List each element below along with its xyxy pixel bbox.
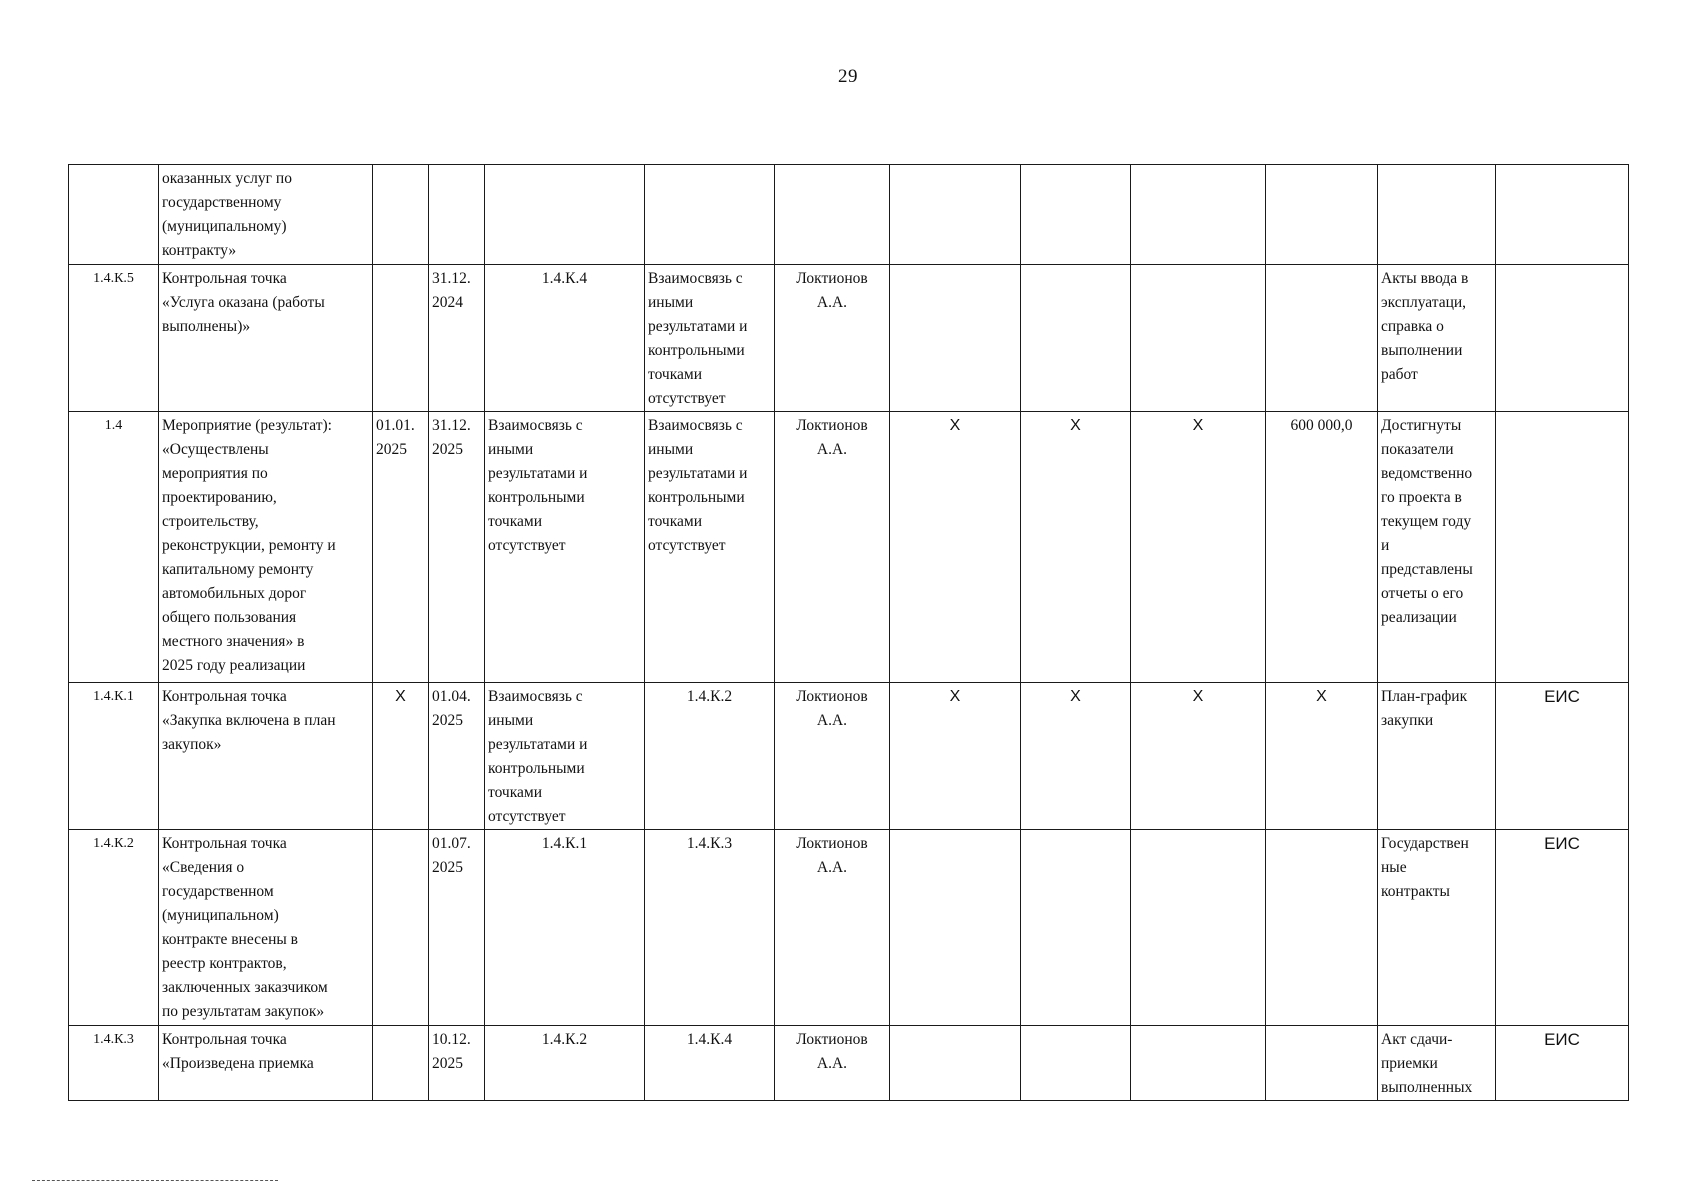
row-responsible: Локтионов А.А. (775, 1026, 890, 1101)
row-successor: Взаимосвязь с иными результатами и контрольными точками отсутствует (645, 412, 775, 683)
table-row (69, 265, 1629, 412)
row-value-1 (890, 830, 1021, 1026)
row-system (1496, 265, 1629, 412)
row-responsible: Локтионов А.А. (775, 683, 890, 830)
table-row (69, 830, 1629, 1026)
row-code: 1.4.К.2 (69, 830, 159, 1026)
row-code: 1.4 (69, 412, 159, 683)
row-end-date: 31.12. 2024 (429, 265, 485, 412)
row-value-3: Х (1131, 412, 1266, 683)
row-document: Акт сдачи- приемки выполненных (1378, 1026, 1496, 1101)
row-successor: 1.4.К.2 (645, 683, 775, 830)
row-end-date: 31.12. 2025 (429, 412, 485, 683)
row-value-4 (1266, 830, 1378, 1026)
row-name: Контрольная точка «Произведена приемка (159, 1026, 373, 1101)
row-start-date (373, 830, 429, 1026)
row-predecessor (485, 165, 645, 265)
row-end-date: 01.07. 2025 (429, 830, 485, 1026)
row-system: ЕИС (1496, 683, 1629, 830)
row-document: Достигнуты показатели ведомственно го проекта в текущем году и представлены отчеты о его реализации (1378, 412, 1496, 683)
row-document: План-график закупки (1378, 683, 1496, 830)
row-system: ЕИС (1496, 830, 1629, 1026)
row-end-date: 10.12. 2025 (429, 1026, 485, 1101)
row-value-2 (1021, 165, 1131, 265)
row-system (1496, 165, 1629, 265)
row-system (1496, 412, 1629, 683)
row-value-3 (1131, 265, 1266, 412)
row-name: оказанных услуг по государственному (муниципальному) контракту» (159, 165, 373, 265)
row-start-date (373, 165, 429, 265)
row-code: 1.4.К.1 (69, 683, 159, 830)
row-responsible: Локтионов А.А. (775, 265, 890, 412)
row-value-3 (1131, 1026, 1266, 1101)
row-document: Акты ввода в эксплуатаци, справка о выполнении работ (1378, 265, 1496, 412)
control-points-table (68, 164, 1629, 1101)
row-value-2 (1021, 830, 1131, 1026)
row-document (1378, 165, 1496, 265)
row-value-2 (1021, 1026, 1131, 1101)
row-value-1 (890, 165, 1021, 265)
row-predecessor: 1.4.К.1 (485, 830, 645, 1026)
row-document: Государствен ные контракты (1378, 830, 1496, 1026)
row-successor: Взаимосвязь с иными результатами и контрольными точками отсутствует (645, 265, 775, 412)
row-end-date: 01.04. 2025 (429, 683, 485, 830)
row-value-1: Х (890, 412, 1021, 683)
table-row (69, 165, 1629, 265)
row-predecessor: Взаимосвязь с иными результатами и контрольными точками отсутствует (485, 412, 645, 683)
row-value-4 (1266, 1026, 1378, 1101)
row-successor: 1.4.К.4 (645, 1026, 775, 1101)
footer-divider (32, 1180, 278, 1181)
row-value-4 (1266, 165, 1378, 265)
row-predecessor: Взаимосвязь с иными результатами и контрольными точками отсутствует (485, 683, 645, 830)
row-name: Контрольная точка «Закупка включена в план закупок» (159, 683, 373, 830)
row-value-2: Х (1021, 683, 1131, 830)
row-value-1 (890, 265, 1021, 412)
row-name: Контрольная точка «Сведения о государственном (муниципальном) контракте внесены в реестр контрактов, заключенных заказчиком по результатам закупок» (159, 830, 373, 1026)
row-value-4: Х (1266, 683, 1378, 830)
row-predecessor: 1.4.К.2 (485, 1026, 645, 1101)
row-value-1 (890, 1026, 1021, 1101)
page-number: 29 (838, 66, 858, 87)
row-code: 1.4.К.3 (69, 1026, 159, 1101)
table-row (69, 412, 1629, 683)
row-successor: 1.4.К.3 (645, 830, 775, 1026)
row-code (69, 165, 159, 265)
row-start-date: 01.01. 2025 (373, 412, 429, 683)
row-value-4: 600 000,0 (1266, 412, 1378, 683)
row-name: Мероприятие (результат): «Осуществлены мероприятия по проектированию, строительству, реконструкции, ремонту и капитальному ремонту автомобильных дорог общего пользования местного значения» в 2025 году реализации (159, 412, 373, 683)
row-responsible: Локтионов А.А. (775, 830, 890, 1026)
row-value-3: Х (1131, 683, 1266, 830)
row-responsible (775, 165, 890, 265)
row-value-2: Х (1021, 412, 1131, 683)
row-value-3 (1131, 165, 1266, 265)
row-start-date (373, 1026, 429, 1101)
row-value-2 (1021, 265, 1131, 412)
row-start-date: Х (373, 683, 429, 830)
row-code: 1.4.К.5 (69, 265, 159, 412)
row-name: Контрольная точка «Услуга оказана (работы выполнены)» (159, 265, 373, 412)
row-value-1: Х (890, 683, 1021, 830)
row-end-date (429, 165, 485, 265)
row-system: ЕИС (1496, 1026, 1629, 1101)
row-value-3 (1131, 830, 1266, 1026)
table-row (69, 1026, 1629, 1101)
row-value-4 (1266, 265, 1378, 412)
row-responsible: Локтионов А.А. (775, 412, 890, 683)
table-row (69, 683, 1629, 830)
row-successor (645, 165, 775, 265)
row-start-date (373, 265, 429, 412)
row-predecessor: 1.4.К.4 (485, 265, 645, 412)
